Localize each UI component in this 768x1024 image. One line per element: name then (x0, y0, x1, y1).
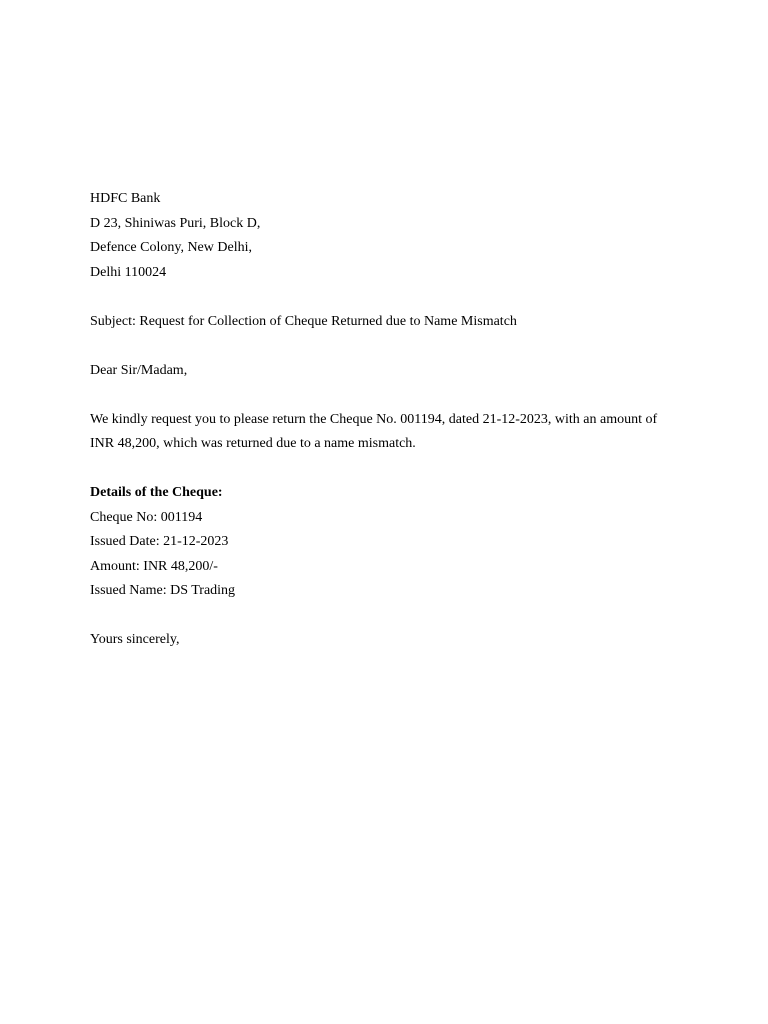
cheque-number: Cheque No: 001194 (90, 509, 203, 525)
letter-subject: Subject: Request for Collection of Cheque Returned due to Name Mismatch (90, 313, 517, 329)
spacer (90, 457, 690, 482)
recipient-address-line-2: Defence Colony, New Delhi, (90, 240, 252, 255)
letter-content (90, 187, 690, 653)
cheque-amount: Amount: INR 48,200/- (90, 558, 218, 574)
spacer (90, 285, 690, 310)
letter-body-paragraph: We kindly request you to please return the Cheque No. 001194, dated 21-12-2023, with an amount of INR 48,200, which was returned due to a name mismatch. (90, 411, 658, 451)
cheque-details (90, 481, 690, 604)
cheque-details-heading: Details of the Cheque: (90, 485, 223, 500)
letter-salutation: Dear Sir/Madam, (90, 362, 188, 378)
cheque-issued-date: Issued Date: 21-12-2023 (90, 534, 229, 549)
letter-closing: Yours sincerely, (90, 632, 180, 647)
cheque-issued-name: Issued Name: DS Trading (90, 583, 236, 598)
spacer (90, 604, 690, 629)
recipient-address-line-1: D 23, Shiniwas Puri, Block D, (90, 215, 261, 231)
spacer (90, 383, 690, 408)
recipient-bank-name: HDFC Bank (90, 191, 161, 206)
spacer (90, 334, 690, 359)
recipient-address-line-3: Delhi 110024 (90, 264, 167, 280)
recipient-address (90, 187, 690, 285)
